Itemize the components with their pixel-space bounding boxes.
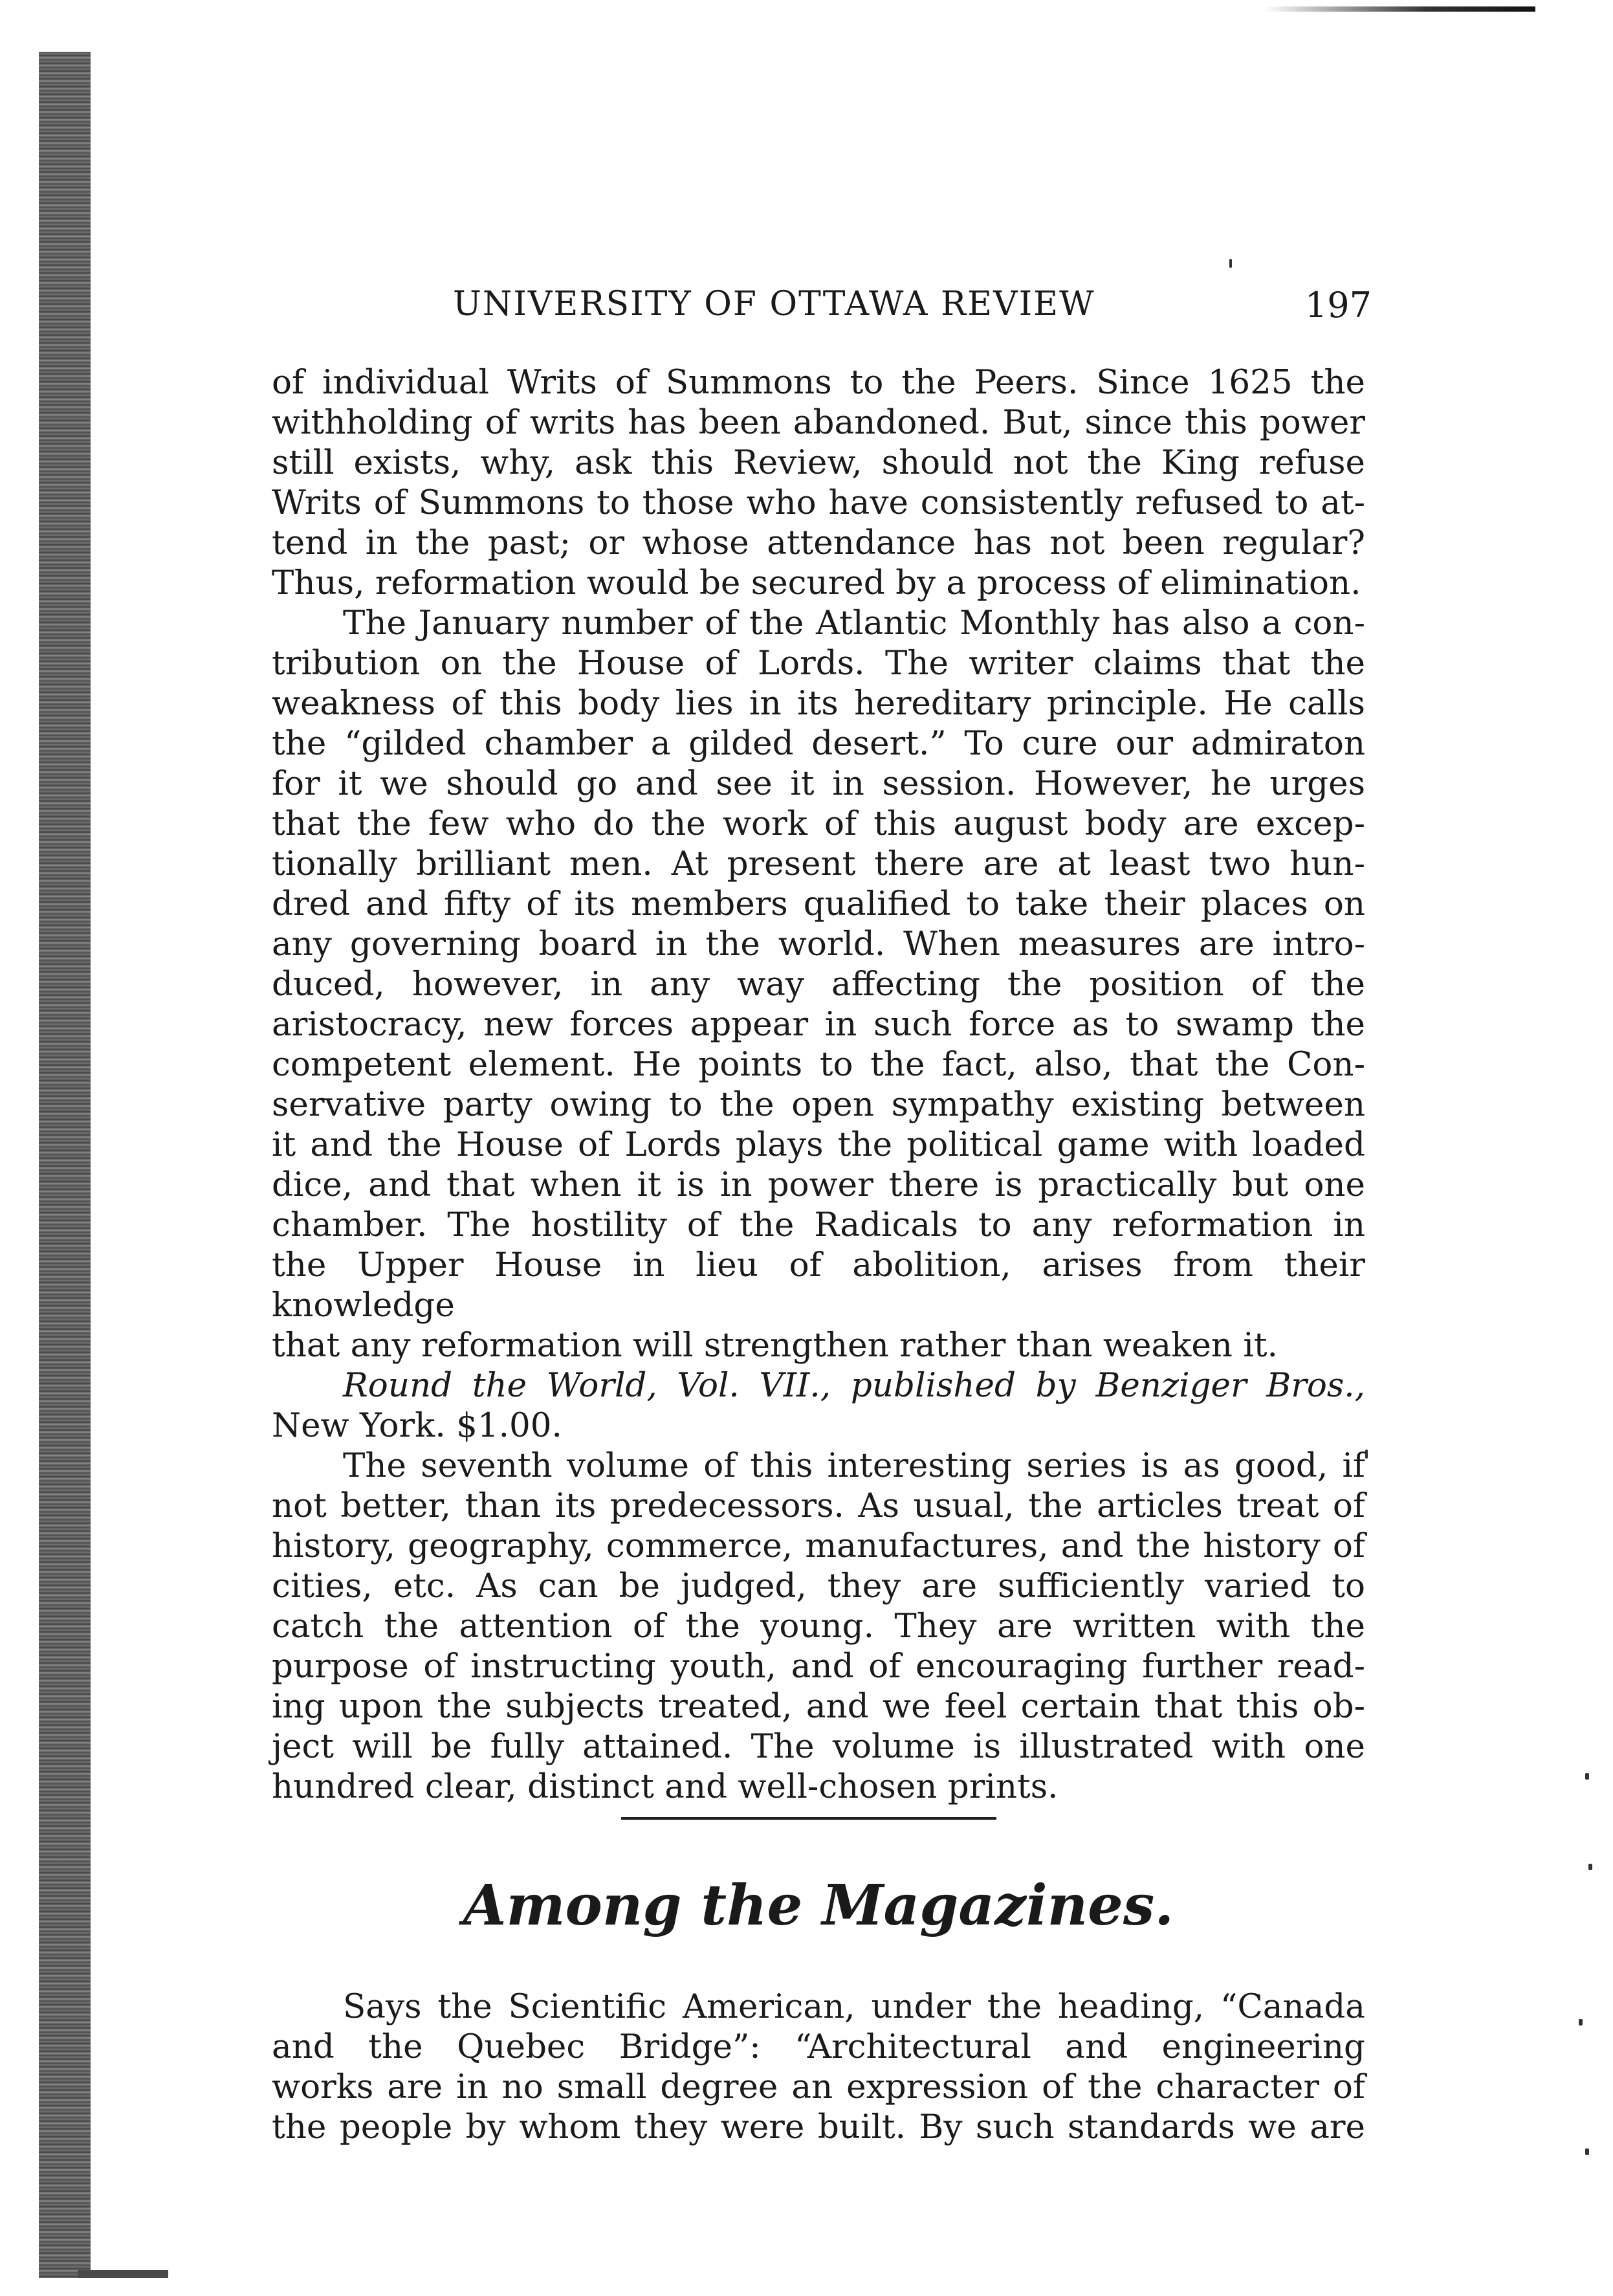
page-binding-shadow — [39, 52, 91, 2278]
text-line: for it we should go and see it in session. However, he urges — [272, 764, 1365, 803]
scan-speck — [1585, 2148, 1589, 2155]
text-line: the Upper House in lieu of abolition, arises from their knowledge — [272, 1246, 1365, 1325]
text-line: that any reformation will strengthen rather than weaken it. — [272, 1326, 1278, 1365]
text-line: The seventh volume of this interesting series is as good, if — [343, 1446, 1365, 1485]
scan-speck — [1588, 1864, 1592, 1870]
text-line: works are in no small degree an expression of the character of — [272, 2068, 1365, 2106]
text-line: Thus, reformation would be secured by a process of elimination. — [272, 564, 1361, 602]
text-line: chamber. The hostility of the Radicals to any reformation in — [272, 1206, 1365, 1244]
text-line: of individual Writs of Summons to the Peers. Since 1625 the — [272, 363, 1365, 402]
scan-speck — [1229, 259, 1232, 268]
book-notice-line: New York. $1.00. — [272, 1406, 562, 1445]
text-line: competent element. He points to the fact, also, that the Con- — [272, 1045, 1365, 1084]
section-heading: Among the Magazines. — [463, 1873, 1174, 1938]
running-head: UNIVERSITY OF OTTAWA REVIEW — [453, 285, 1095, 324]
text-line: withholding of writs has been abandoned. But, since this power — [272, 403, 1365, 442]
scan-artifact-line — [1264, 6, 1535, 12]
text-line: servative party owing to the open sympathy existing between — [272, 1085, 1365, 1124]
scan-speck — [1365, 1450, 1368, 1459]
text-line: dice, and that when it is in power there is practically but one — [272, 1165, 1365, 1204]
text-line: still exists, why, ask this Review, should not the King refuse — [272, 443, 1365, 482]
text-line: tionally brilliant men. At present there are at least two hun- — [272, 844, 1365, 883]
text-line: the “gilded chamber a gilded desert.” To cure our admiraton — [272, 724, 1365, 763]
text-line: that the few who do the work of this august body are excep- — [272, 804, 1365, 843]
text-line: tend in the past; or whose attendance has not been regular? — [272, 524, 1365, 562]
text-line: history, geography, commerce, manufactures, and the history of — [272, 1527, 1365, 1565]
text-line: not better, than its predecessors. As usual, the articles treat of — [272, 1486, 1365, 1525]
text-line: aristocracy, new forces appear in such force as to swamp the — [272, 1005, 1365, 1044]
main-text-column — [272, 362, 1365, 1807]
text-line: dred and fifty of its members qualified to take their places on — [272, 885, 1365, 923]
text-line: it and the House of Lords plays the political game with loaded — [272, 1125, 1365, 1164]
scan-speck — [1579, 2019, 1583, 2026]
text-line: purpose of instructing youth, and of encouraging further read- — [272, 1647, 1365, 1686]
text-line: and the Quebec Bridge”: “Architectural and engineering — [272, 2027, 1365, 2066]
scan-speck — [1585, 1773, 1589, 1780]
text-line: hundred clear, distinct and well-chosen prints. — [272, 1767, 1059, 1806]
text-line: cities, etc. As can be judged, they are sufficiently varied to — [272, 1567, 1365, 1606]
text-line: catch the attention of the young. They are written with the — [272, 1607, 1365, 1646]
magazines-text — [272, 1987, 1365, 2147]
text-line: weakness of this body lies in its hereditary principle. He calls — [272, 684, 1365, 723]
section-divider — [621, 1817, 996, 1820]
text-line: The January number of the Atlantic Monthly has also a con- — [343, 604, 1365, 643]
text-line: any governing board in the world. When measures are intro- — [272, 925, 1365, 964]
text-line: Says the Scientific American, under the heading, “Canada — [343, 1987, 1365, 2026]
text-line: duced, however, in any way affecting the position of the — [272, 965, 1365, 1004]
page-header — [453, 285, 1372, 337]
text-line: Writs of Summons to those who have consistently refused to at- — [272, 483, 1365, 522]
text-line: the people by whom they were built. By such standards we are — [272, 2108, 1365, 2147]
book-notice-line: Round the World, Vol. VII., published by Benziger Bros., — [343, 1366, 1365, 1405]
page-number: 197 — [1304, 285, 1372, 326]
text-line: tribution on the House of Lords. The writer claims that the — [272, 644, 1365, 683]
text-line: ing upon the subjects treated, and we feel certain that this ob- — [272, 1687, 1365, 1726]
text-line: ject will be fully attained. The volume is illustrated with one — [272, 1727, 1365, 1766]
